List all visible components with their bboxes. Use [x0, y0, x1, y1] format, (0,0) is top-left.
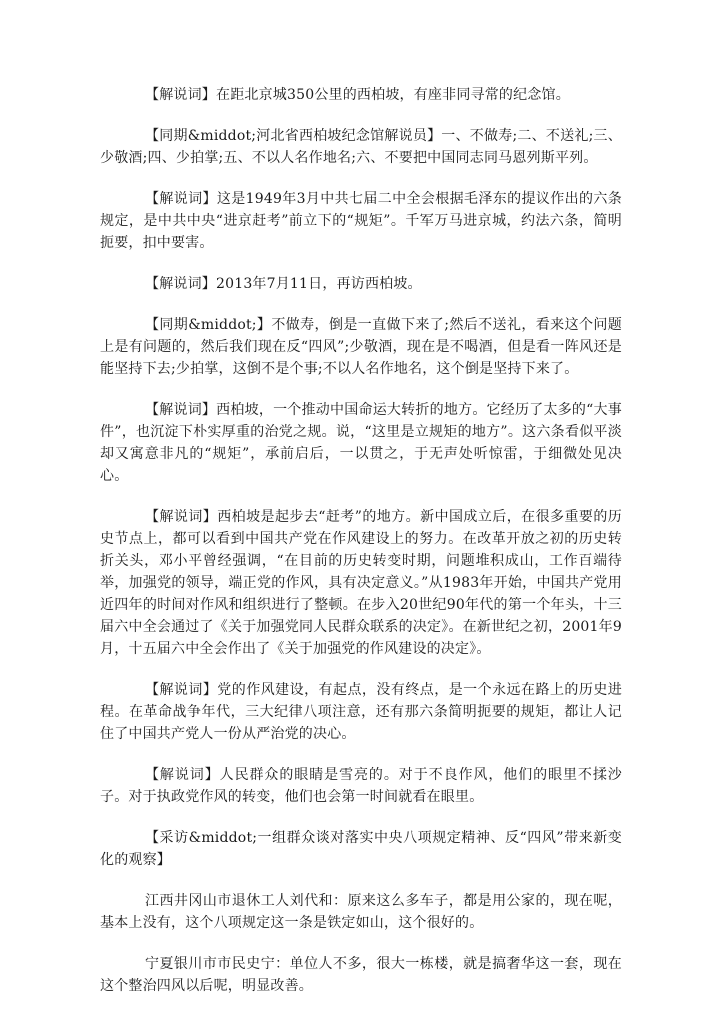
paragraph: 【采访&middot;一组群众谈对落实中央八项规定精神、反“四风”带来新变化的观察】 — [100, 830, 622, 868]
paragraph: 【同期&middot;河北省西柏坡纪念馆解说员】一、不做寿;二、不送礼;三、少敬酒;四、少拍掌;五、不以人名作地名;六、不要把中国同志同马恩列斯平列。 — [100, 128, 622, 166]
paragraph: 【解说词】这是1949年3月中共七届二中全会根据毛泽东的提议作出的六条规定，是中共中央“进京赶考”前立下的“规矩”。千军万马进京城，约法六条，简明扼要，扣中要害。 — [100, 191, 622, 251]
paragraph: 【解说词】西柏坡，一个推动中国命运大转折的地方。它经历了太多的“大事件”，也沉淀下朴实厚重的治党之规。说，“这里是立规矩的地方”。这六条看似平淡却又寓意非凡的“规矩”，承前启后，一以贯之，于无声处听惊雷，于细微处见决心。 — [100, 402, 622, 484]
document-body — [100, 84, 622, 1016]
paragraph: 【解说词】党的作风建设，有起点，没有终点，是一个永远在路上的历史进程。在革命战争年代，三大纪律八项注意，还有那六条简明扼要的规矩，都让人记住了中国共产党人一份从严治党的决心。 — [100, 682, 622, 742]
paragraph: 宁夏银川市市民史宁：单位人不多，很大一栋楼，就是搞奢华这一套，现在这个整治四风以后呢，明显改善。 — [100, 956, 622, 994]
paragraph: 江西井冈山市退休工人刘代和：原来这么多车子，都是用公家的，现在呢，基本上没有，这个八项规定这一条是铁定如山，这个很好的。 — [100, 893, 622, 931]
paragraph: 【解说词】2013年7月11日，再访西柏坡。 — [145, 276, 422, 292]
paragraph: 【同期&middot;】不做寿，倒是一直做下来了;然后不送礼，看来这个问题上是有问题的，然后我们现在反“四风”;少敬酒，现在是不喝酒，但是看一阵风还是能坚持下去;少拍掌，这倒不是个事;不以人名作地名，这个倒是坚持下来了。 — [100, 317, 622, 377]
paragraph: 【解说词】在距北京城350公里的西柏坡，有座非同寻常的纪念馆。 — [145, 87, 570, 103]
paragraph: 【解说词】西柏坡是起步去“赶考”的地方。新中国成立后，在很多重要的历史节点上，都可以看到中国共产党在作风建设上的努力。在改革开放之初的历史转折关头，邓小平曾经强调，“在目前的历史转变时期，问题堆积成山，工作百端待举，加强党的领导，端正党的作风，具有决定意义。”从1983年开始，中国共产党用近四年的时间对作风和组织进行了整顿。在步入20世纪90年代的第一个年头，十三届六中全会通过了《关于加强党同人民群众联系的决定》。在新世纪之初，2001年9月，十五届六中全会作出了《关于加强党的作风建设的决定》。 — [100, 509, 622, 657]
paragraph: 【解说词】人民群众的眼睛是雪亮的。对于不良作风，他们的眼里不揉沙子。对于执政党作风的转变，他们也会第一时间就看在眼里。 — [100, 767, 622, 805]
